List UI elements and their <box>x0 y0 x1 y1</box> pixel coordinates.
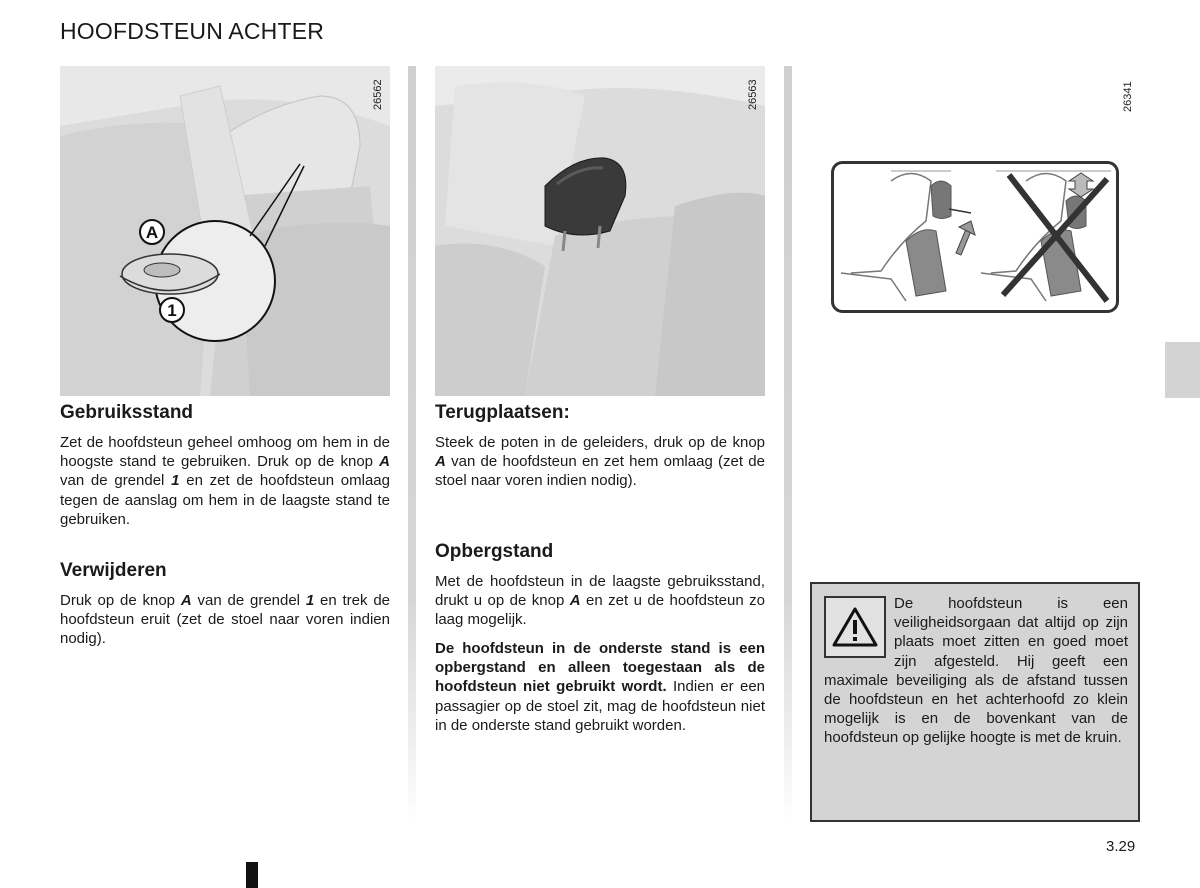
figure-number: 26341 <box>1122 81 1134 112</box>
heading-terugplaatsen: Terugplaatsen: <box>435 402 570 423</box>
text-opbergstand-after: Indien er een passagier op de stoel zit, mag de hoofdsteun niet in de onderste stand gebruikt worden. <box>435 678 766 734</box>
headrest-refit-illustration <box>435 66 765 396</box>
figure-headrest-refit <box>435 66 765 396</box>
text-verwijderen-content: Druk op de knop A van de grendel 1 en trek de hoofdsteun eruit (zet de stoel naar voren indien nodig). <box>60 592 390 648</box>
figure-headrest-adjustment <box>831 161 1119 313</box>
text-terugplaatsen <box>435 433 765 491</box>
text-gebruiksstand <box>60 433 390 529</box>
warning-text <box>824 594 1128 748</box>
text-opbergstand-warning <box>435 639 765 735</box>
callout-1-label: 1 <box>167 301 177 320</box>
page-edge-marker <box>246 862 258 888</box>
heading-gebruiksstand: Gebruiksstand <box>60 402 194 423</box>
text-opbergstand-bold: De hoofdsteun in de onderste stand is een opbergstand en alleen toegestaan als de hoofdsteun niet gebruikt wordt. <box>435 640 765 696</box>
text-terugplaatsen-content: Steek de poten in de geleiders, druk op de knop A van de hoofdsteun en zet hem omlaag (zet de stoel naar voren indien nodig). <box>435 434 765 490</box>
column-divider <box>408 66 416 826</box>
warning-box <box>810 582 1140 822</box>
headrest-latch-illustration <box>60 66 390 396</box>
heading-verwijderen: Verwijderen <box>60 560 167 581</box>
warning-text-content: De hoofdsteun is een veiligheidsorgaan dat altijd op zijn plaats moet zitten en goed moet zijn afgesteld. Hij geeft een maximale beveiliging als de afstand tussen de hoofdsteun en het achterhoofd zo klein mogelijk is en de bovenkant van de hoofdsteun op gelijke hoogte is met de kruin. <box>824 595 1128 747</box>
headrest-adjustment-diagram <box>831 161 1119 313</box>
figure-headrest-latch <box>60 66 390 396</box>
heading-opbergstand: Opbergstand <box>435 541 554 562</box>
chapter-tab <box>1165 342 1200 398</box>
page-number: 3.29 <box>1106 838 1136 855</box>
text-opbergstand-content: Met de hoofdsteun in de laagste gebruiksstand, drukt u op de knop A en zet u de hoofdsteun zo laag mogelijk. <box>435 573 765 629</box>
figure-number: 26562 <box>372 79 384 110</box>
callout-a-label: A <box>145 223 159 242</box>
text-opbergstand <box>435 572 765 630</box>
figure-number: 26563 <box>747 79 759 110</box>
column-divider <box>784 66 792 826</box>
text-verwijderen <box>60 591 390 649</box>
page-title: HOOFDSTEUN ACHTER <box>60 18 325 44</box>
warning-triangle-icon <box>824 596 886 658</box>
text-gebruiksstand-content: Zet de hoofdsteun geheel omhoog om hem in de hoogste stand te gebruiken. Druk op de knop A van de grendel 1 en zet de hoofdsteun omlaag tegen de aanslag om hem in de laagste stand te gebruiken. <box>60 434 390 528</box>
